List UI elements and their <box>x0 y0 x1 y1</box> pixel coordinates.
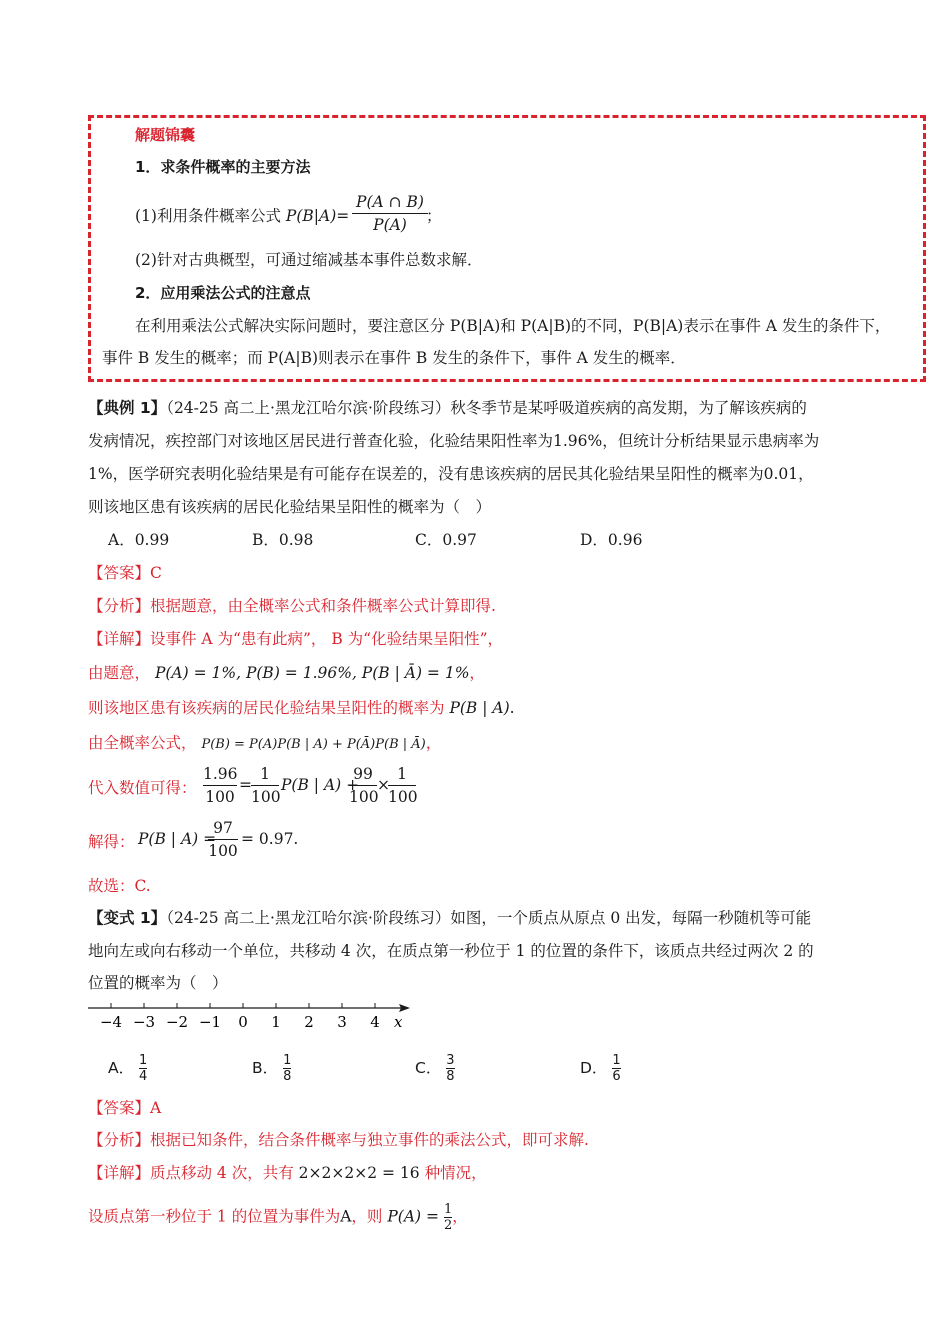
fraction-denominator: P(A) <box>373 216 407 234</box>
step-2-text: 则该地区患有该疾病的居民化验结果呈阳性的概率为 <box>88 699 445 717</box>
example-1-line-3: 1%，医学研究表明化验结果是有可能存在误差的，没有患该疾病的居民其化验结果呈阳性的概率为0.01， <box>88 465 814 483</box>
step-4-fraction-3 <box>349 764 377 807</box>
tick-label: −3 <box>132 1013 156 1031</box>
example-1-option-b: B．0.98 <box>252 531 314 549</box>
option-label: C． <box>415 1059 442 1077</box>
step-1-suffix: ， <box>469 664 485 682</box>
step-1-formula: P(A) = 1%, P(B) = 1.96%, P(B | Ā) = 1% <box>154 664 470 682</box>
variant-1-answer: 【答案】A <box>88 1099 162 1117</box>
variant-1-tag: 【变式 1】 <box>88 909 167 927</box>
tick-label: 2 <box>304 1013 314 1031</box>
tips-title: 解题锦囊 <box>135 126 196 144</box>
fraction-bar <box>352 213 428 214</box>
example-1-step-4-label: 代入数值可得： <box>88 779 197 797</box>
fraction-numerator: 1 <box>283 1053 292 1068</box>
fraction-denominator: 100 <box>349 788 379 806</box>
option-fraction <box>139 1053 147 1084</box>
event-a: A <box>340 1207 352 1226</box>
example-1-answer: 【答案】C <box>88 564 162 582</box>
example-1-option-a: A．0.99 <box>108 531 170 549</box>
example-1-line-2: 发病情况，疾控部门对该地区居民进行普查化验，化验结果阳性率为1.96%，但统计分析结果显示患病率为 <box>88 432 820 450</box>
detail-formula: 2×2×2×2 = 16 <box>298 1164 420 1182</box>
tips-method-2: (2)针对古典概型，可通过缩减基本事件总数求解． <box>135 251 483 269</box>
fraction-denominator: 100 <box>388 788 418 806</box>
example-1-tag: 【典例 1】 <box>88 399 167 417</box>
axis-variable-label: x <box>394 1013 403 1031</box>
tick-label: −2 <box>165 1013 189 1031</box>
example-1-analysis: 【分析】根据题意，由全概率公式和条件概率公式计算即得. <box>88 597 496 615</box>
tips-method-1-formula: P(B|A)= <box>285 207 350 225</box>
last-suffix: ， <box>452 1207 468 1226</box>
step-3-suffix: ， <box>425 734 442 752</box>
last-prefix: 设质点第一秒位于 1 的位置为事件为 <box>88 1207 341 1226</box>
fraction-bar <box>349 785 377 786</box>
fraction-bar <box>388 785 416 786</box>
fraction-numerator: 3 <box>446 1053 455 1068</box>
tips-method-1-suffix: ； <box>426 207 442 225</box>
tick-label: 4 <box>370 1013 380 1031</box>
step-4-fraction-2 <box>251 764 279 807</box>
example-1-text: （24-25 高二上·黑龙江哈尔滨·阶段练习）秋冬季节是某呼吸道疾病的高发期，为了解该疾病的 <box>166 399 807 417</box>
option-label: D． <box>580 1059 608 1077</box>
tips-paragraph-line-2: 事件 B 发生的概率；而 P(A|B)则表示在事件 B 发生的条件下，事件 A 发生的概率． <box>102 349 686 367</box>
fraction-denominator: 100 <box>251 788 281 806</box>
fraction-denominator: 6 <box>612 1069 621 1084</box>
fraction-denominator: 100 <box>205 788 235 806</box>
variant-1-option-a <box>108 1053 147 1084</box>
variant-1-text: （24-25 高二上·黑龙江哈尔滨·阶段练习）如图，一个质点从原点 0 出发，每隔一秒随机等可能 <box>166 909 812 927</box>
example-1-conclusion: 故选：C. <box>88 877 151 895</box>
fraction-denominator: 100 <box>208 842 238 860</box>
fraction-numerator: 99 <box>353 765 373 783</box>
fraction-numerator: 1 <box>139 1053 148 1068</box>
option-fraction <box>446 1053 454 1084</box>
fraction-numerator: 1.96 <box>203 765 238 783</box>
tick-label: 3 <box>337 1013 347 1031</box>
step-4-equals: = <box>239 776 252 794</box>
step-4-middle-term: P(B | A) + <box>281 776 360 794</box>
step-3-formula: P(B) = P(A)P(B | A) + P(Ā)P(B | Ā) <box>201 737 426 752</box>
last-mid: ，则 <box>351 1207 383 1226</box>
step-3-text: 由全概率公式， <box>88 734 197 752</box>
option-label: A． <box>108 1059 135 1077</box>
step-5-fraction <box>208 818 238 861</box>
step-4-fraction-1 <box>203 764 237 807</box>
last-fraction <box>444 1202 452 1233</box>
tick-label: 1 <box>271 1013 281 1031</box>
step-5-rhs: = 0.97. <box>241 830 299 848</box>
step-1-prefix: 由题意， <box>88 664 151 682</box>
detail-prefix: 【详解】质点移动 4 次，共有 <box>88 1164 294 1182</box>
variant-1-detail <box>88 1161 487 1183</box>
option-fraction <box>283 1053 291 1084</box>
example-1-step-1 <box>88 661 485 683</box>
fraction-denominator: 8 <box>283 1069 292 1084</box>
variant-1-line-1 <box>88 906 811 928</box>
fraction-numerator: 97 <box>213 819 233 837</box>
example-1-line-4: 则该地区患有该疾病的居民化验结果呈阳性的概率为（ ） <box>88 498 492 516</box>
number-line-figure <box>88 998 418 1038</box>
fraction-numerator: 1 <box>397 765 407 783</box>
fraction-bar <box>208 839 238 840</box>
tips-method-1 <box>135 204 349 226</box>
variant-1-line-2: 地向左或向右移动一个单位，共移动 4 次，在质点第一秒位于 1 的位置的条件下，该质点共经过两次 2 的 <box>88 942 814 960</box>
variant-1-option-c <box>415 1053 455 1084</box>
tips-paragraph-line-1: 在利用乘法公式解决实际问题时，要注意区分 P(B|A)和 P(A|B)的不同，P(B|A)表示在事件 A 发生的条件下， <box>135 317 891 335</box>
step-2-formula: P(B | A) <box>449 699 510 717</box>
tips-heading-2: 2．应用乘法公式的注意点 <box>135 284 311 302</box>
last-formula: P(A) = <box>387 1207 440 1226</box>
example-1-step-2 <box>88 696 515 718</box>
variant-1-option-b <box>252 1053 291 1084</box>
detail-suffix: 种情况， <box>424 1164 487 1182</box>
tick-label: −4 <box>99 1013 123 1031</box>
step-5-lhs: P(B | A) = <box>138 830 217 848</box>
example-1-detail: 【详解】设事件 A 为“患有此病”， B 为“化验结果呈阳性”， <box>88 630 503 648</box>
fraction-denominator: 8 <box>446 1069 455 1084</box>
fraction-numerator: 1 <box>260 765 270 783</box>
example-1-step-3 <box>88 731 441 753</box>
variant-1-analysis: 【分析】根据已知条件，结合条件概率与独立事件的乘法公式，即可求解. <box>88 1131 589 1149</box>
fraction-bar <box>203 785 237 786</box>
tips-method-1-prefix: (1)利用条件概率公式 <box>135 207 281 225</box>
number-line-ticks <box>100 1003 380 1031</box>
fraction-bar <box>251 785 279 786</box>
example-1-option-c: C．0.97 <box>415 531 477 549</box>
step-2-suffix: . <box>509 699 515 717</box>
fraction-denominator: 2 <box>443 1218 453 1233</box>
step-4-fraction-4 <box>388 764 416 807</box>
option-label: B． <box>252 1059 279 1077</box>
example-1-line-1 <box>88 396 807 418</box>
example-1-option-d: D．0.96 <box>580 531 643 549</box>
tips-method-1-fraction <box>352 192 428 235</box>
fraction-numerator: 1 <box>612 1053 621 1068</box>
variant-1-line-3: 位置的概率为（ ） <box>88 974 228 992</box>
tick-label: 0 <box>238 1013 248 1031</box>
fraction-numerator: P(A ∩ B) <box>356 193 424 211</box>
variant-1-last-line <box>88 1202 468 1233</box>
option-fraction <box>612 1053 620 1084</box>
step-4-times: × <box>377 776 390 794</box>
fraction-denominator: 4 <box>139 1069 148 1084</box>
fraction-numerator: 1 <box>443 1202 453 1217</box>
tips-heading-1: 1．求条件概率的主要方法 <box>135 158 311 176</box>
variant-1-option-d <box>580 1053 621 1084</box>
tick-label: −1 <box>198 1013 222 1031</box>
example-1-step-5-label: 解得： <box>88 833 135 851</box>
